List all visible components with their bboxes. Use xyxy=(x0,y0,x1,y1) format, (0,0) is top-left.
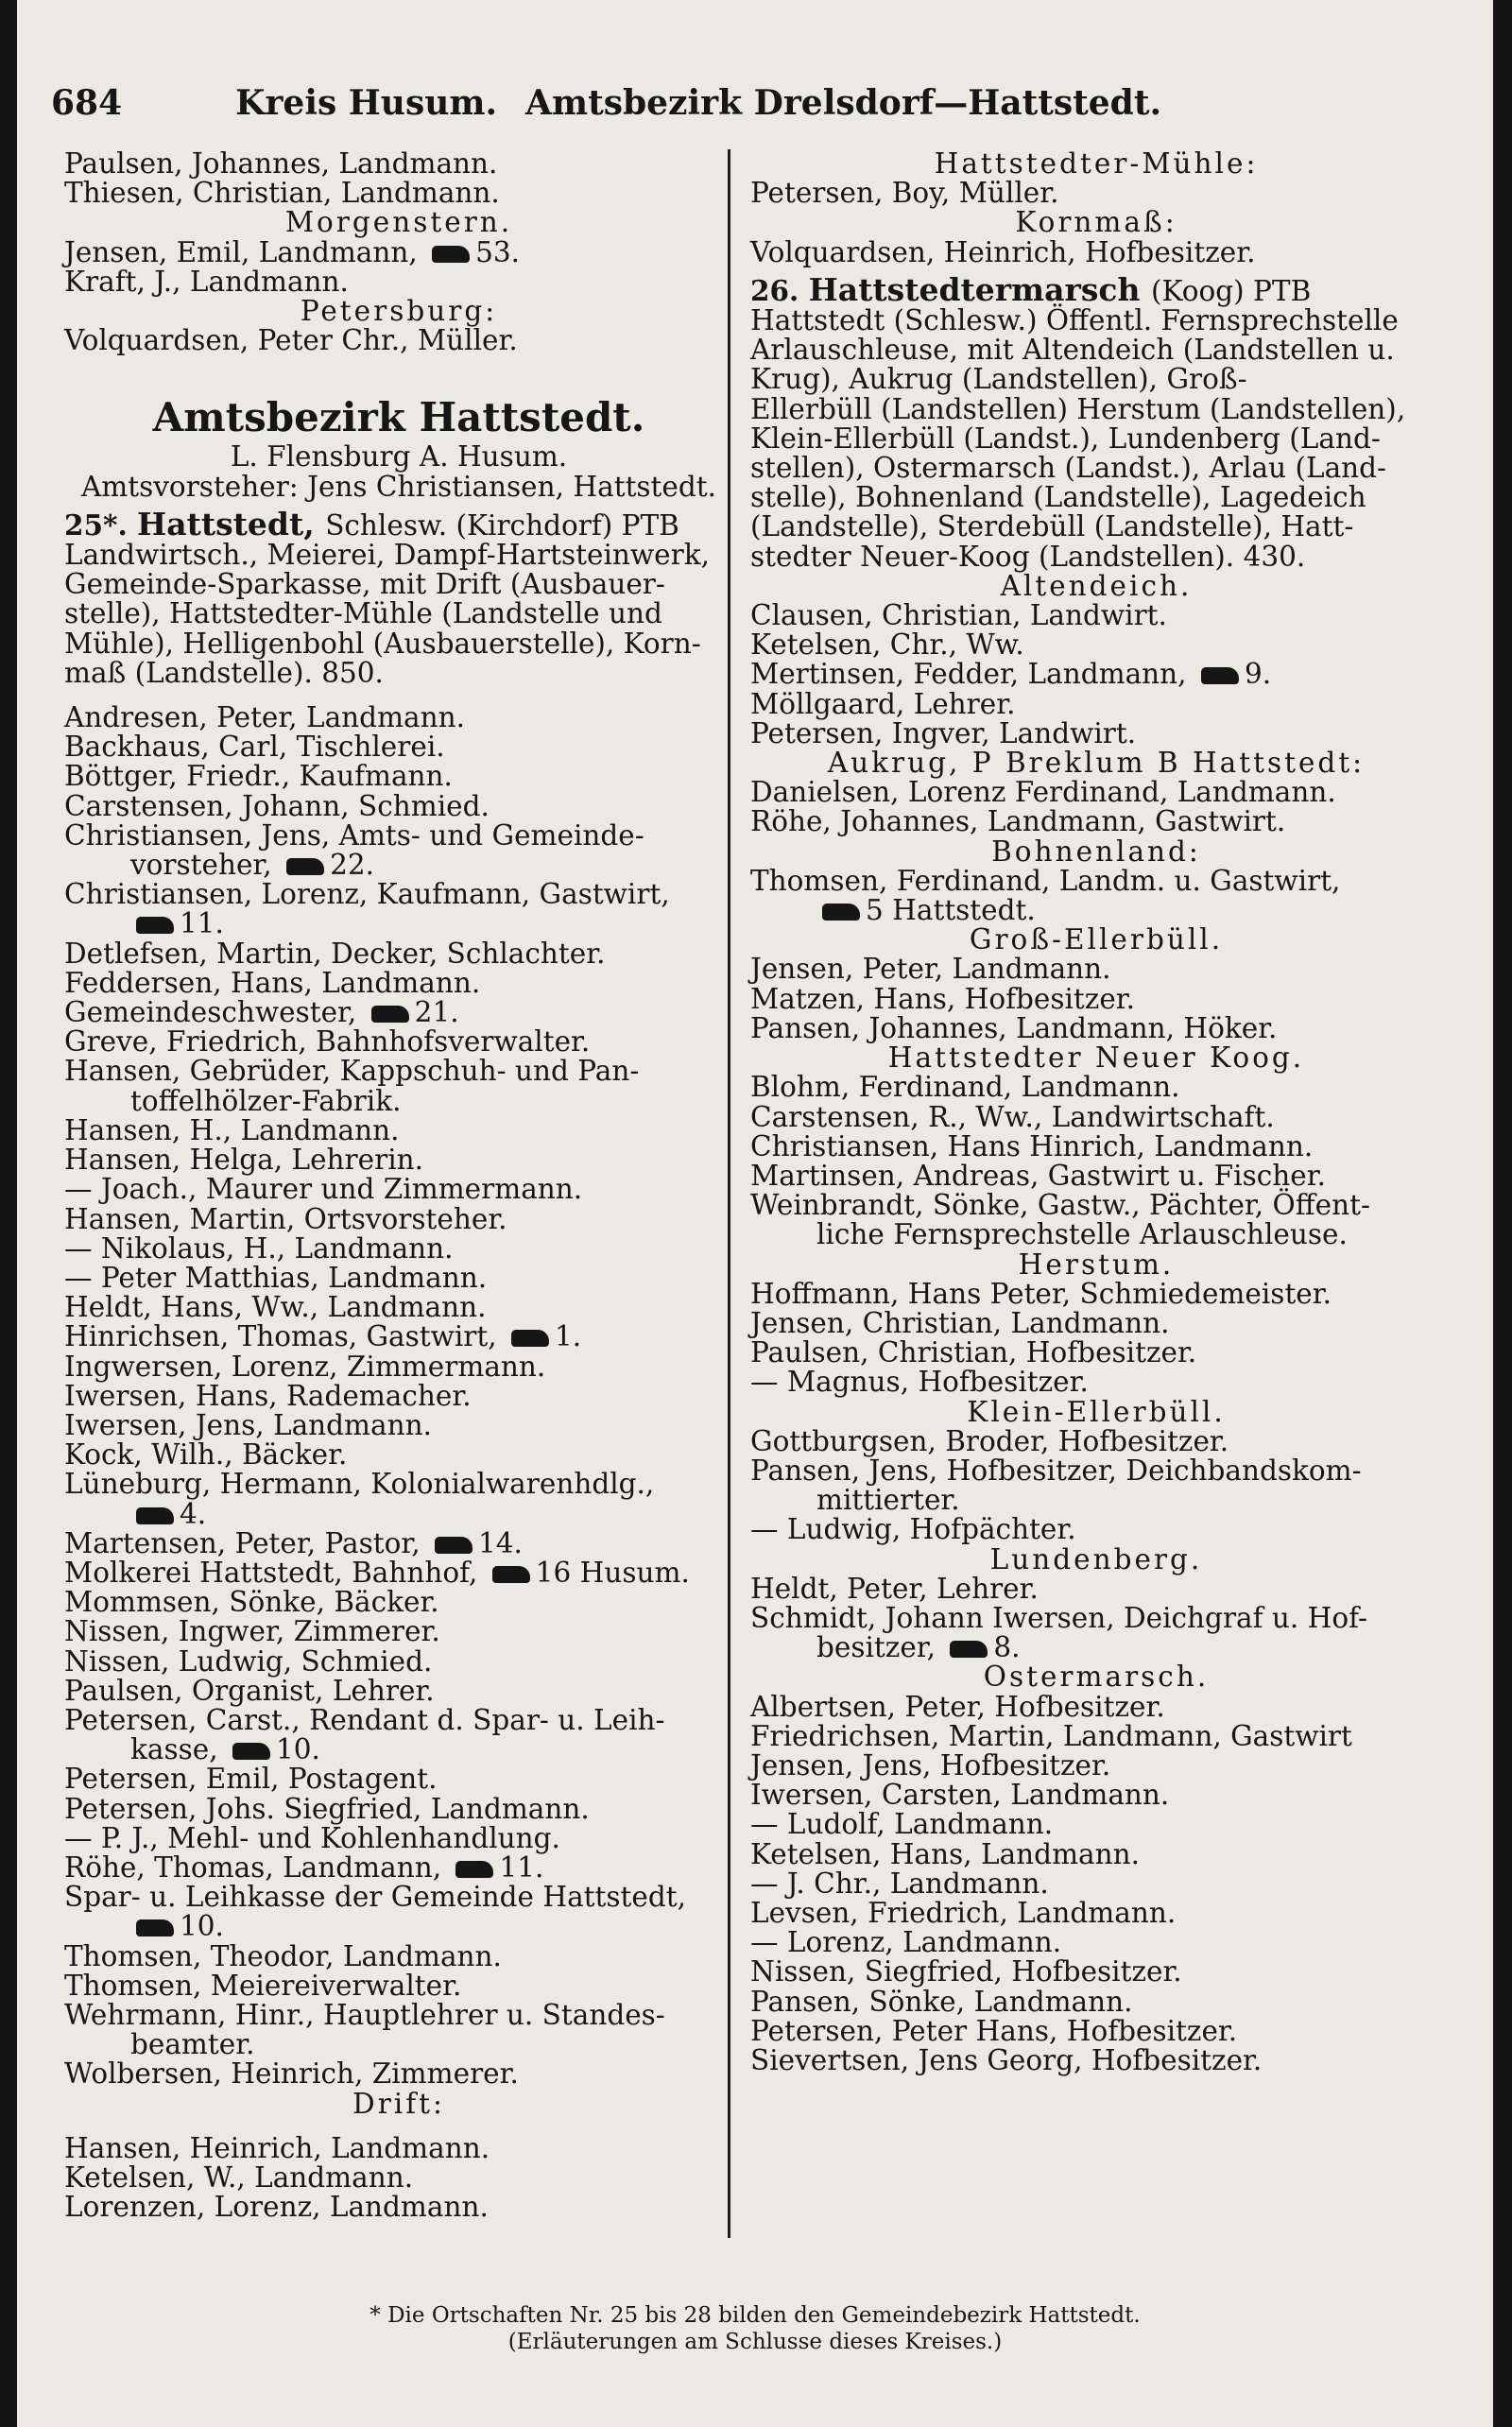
list-item: Petersen, Emil, Postagent. xyxy=(64,1763,438,1796)
amtsbezirk-title: Amtsbezirk Drelsdorf—Hattstedt. xyxy=(525,83,1162,123)
list-item: Backhaus, Carl, Tischlerei. xyxy=(64,731,445,764)
list-item: Hansen, Helga, Lehrerin. xyxy=(64,1144,424,1177)
list-item: Jensen, Peter, Landmann. xyxy=(750,953,1111,986)
list-item: stelle), Bohnenland (Landstelle), Lagedeich xyxy=(750,481,1366,514)
list-item: Ketelsen, Chr., Ww. xyxy=(750,628,1024,662)
telephone-icon xyxy=(950,1641,988,1658)
locality-heading: Altendeich. xyxy=(1000,569,1193,602)
list-item: Petersen, Ingver, Landwirt. xyxy=(750,716,1137,749)
list-item: Petersen, Peter Hans, Hofbesitzer. xyxy=(750,2014,1238,2047)
list-item: Arlauschleuse, mit Altendeich (Landstellen u. xyxy=(750,334,1395,367)
telephone-icon xyxy=(136,1507,174,1524)
continuation-line: mittierter. xyxy=(816,1484,960,1517)
list-item: maß (Landstelle). 850. xyxy=(64,656,384,689)
list-item: stellen), Ostermarsch (Landst.), Arlau (Land- xyxy=(750,452,1387,485)
locality-heading: Hattstedter-Mühle: xyxy=(934,147,1259,180)
list-item: Hansen, H., Landmann. xyxy=(64,1113,400,1146)
section-heading: Amtsbezirk Hattstedt. xyxy=(152,394,645,441)
list-item: Möllgaard, Lehrer. xyxy=(750,687,1016,720)
left-column xyxy=(64,149,733,2222)
telephone-icon xyxy=(371,1006,409,1023)
list-item: Petersen, Boy, Müller. xyxy=(750,177,1059,210)
list-item: Friedrichsen, Martin, Landmann, Gastwirt xyxy=(750,1719,1352,1752)
list-item: — Peter Matthias, Landmann. xyxy=(64,1261,488,1294)
list-item: Gemeinde-Sparkasse, mit Drift (Ausbauer- xyxy=(64,568,665,601)
list-item: Hattstedt (Schlesw.) Öffentl. Fernsprechstelle xyxy=(750,304,1399,337)
list-item: Nissen, Ingwer, Zimmerer. xyxy=(64,1615,440,1648)
list-item: Christiansen, Hans Hinrich, Landmann. xyxy=(750,1129,1314,1162)
telephone-icon xyxy=(136,1919,174,1936)
place-details: Schlesw. (Kirchdorf) PTB xyxy=(325,508,679,542)
locality-heading: Kornmaß: xyxy=(1015,206,1177,239)
telephone-icon xyxy=(492,1566,530,1583)
list-item: Paulsen, Christian, Hofbesitzer. xyxy=(750,1336,1197,1369)
list-item: Thomsen, Meiereiverwalter. xyxy=(64,1969,462,2002)
footnote-line-1: * Die Ortschaften Nr. 25 bis 28 bilden den Gemeindebezirk Hattstedt. xyxy=(369,2303,1141,2328)
list-item: Ellerbüll (Landstellen) Herstum (Landstellen), xyxy=(750,392,1406,425)
list-item: Wehrmann, Hinr., Hauptlehrer u. Standes- xyxy=(64,1998,665,2031)
telephone-icon xyxy=(511,1330,549,1347)
place-name: Hattstedt, xyxy=(137,505,326,542)
locality-heading: Morgenstern. xyxy=(284,206,513,239)
list-item: Klein-Ellerbüll (Landst.), Lundenberg (Land- xyxy=(750,422,1381,455)
continuation-line: vorsteher, 22. xyxy=(130,849,374,882)
list-item: Kraft, J., Landmann. xyxy=(64,265,349,298)
list-item: Lorenzen, Lorenz, Landmann. xyxy=(64,2191,489,2224)
place-details: (Koog) PTB xyxy=(1151,274,1312,307)
continuation-line: besitzer, 8. xyxy=(816,1631,1021,1664)
list-item: — Magnus, Hofbesitzer. xyxy=(750,1366,1089,1399)
list-item: Feddersen, Hans, Landmann. xyxy=(64,966,481,999)
list-item: Jensen, Jens, Hofbesitzer. xyxy=(750,1748,1111,1782)
list-item: Heldt, Hans, Ww., Landmann. xyxy=(64,1291,487,1324)
list-item: Matzen, Hans, Hofbesitzer. xyxy=(750,982,1136,1015)
list-item: Martensen, Peter, Pastor, 14. xyxy=(64,1526,523,1559)
list-item: Weinbrandt, Sönke, Gastw., Pächter, Öffent- xyxy=(750,1189,1370,1222)
list-item: Jensen, Emil, Landmann, 53. xyxy=(64,235,521,268)
list-item: Hansen, Gebrüder, Kappschuh- und Pan- xyxy=(64,1055,640,1088)
list-item: Iwersen, Hans, Rademacher. xyxy=(64,1379,472,1412)
list-item: stedter Neuer-Koog (Landstellen). 430. xyxy=(750,540,1306,573)
list-item: Paulsen, Johannes, Landmann. xyxy=(64,147,498,180)
list-item: Christiansen, Lorenz, Kaufmann, Gastwirt, xyxy=(64,878,670,911)
telephone-icon xyxy=(286,858,324,875)
list-item: Spar- u. Leihkasse der Gemeinde Hattstedt, xyxy=(64,1881,686,1914)
list-item: Nissen, Ludwig, Schmied. xyxy=(64,1644,433,1678)
list-item: Hoffmann, Hans Peter, Schmiedemeister. xyxy=(750,1277,1332,1310)
locality-heading: Lundenberg. xyxy=(989,1542,1203,1575)
telephone-icon xyxy=(232,1743,270,1760)
continuation-line: 10. xyxy=(64,1912,733,1941)
list-item: Volquardsen, Heinrich, Hofbesitzer. xyxy=(750,235,1256,268)
continuation-line: toffelhölzer-Fabrik. xyxy=(130,1084,402,1117)
list-item: Petersen, Johs. Siegfried, Landmann. xyxy=(64,1792,590,1825)
list-item: Petersen, Carst., Rendant d. Spar- u. Leih- xyxy=(64,1703,665,1736)
list-item: — Nikolaus, H., Landmann. xyxy=(64,1231,454,1265)
continuation-line: 4. xyxy=(64,1500,733,1529)
telephone-icon xyxy=(432,246,470,263)
list-item: Carstensen, R., Ww., Landwirtschaft. xyxy=(750,1100,1275,1133)
footnote-line-2: (Erläuterungen am Schlusse dieses Kreises.) xyxy=(507,2330,1003,2354)
list-item: Gemeindeschwester, 21. xyxy=(64,996,459,1029)
locality-heading: Aukrug, P Breklum B Hattstedt: xyxy=(827,747,1366,780)
list-item: Iwersen, Carsten, Landmann. xyxy=(750,1779,1170,1812)
list-item: Heldt, Peter, Lehrer. xyxy=(750,1572,1039,1605)
list-item: Landwirtsch., Meierei, Dampf-Hartsteinwerk, xyxy=(64,539,710,572)
list-item: Hinrichsen, Thomas, Gastwirt, 1. xyxy=(64,1320,582,1353)
locality-heading: Klein-Ellerbüll. xyxy=(967,1395,1226,1428)
place-number: 25*. xyxy=(64,508,138,542)
list-item: Blohm, Ferdinand, Landmann. xyxy=(750,1071,1180,1104)
list-item: (Landstelle), Sterdebüll (Landstelle), Hatt- xyxy=(750,510,1354,543)
place-entry xyxy=(64,505,733,542)
continuation-line: beamter. xyxy=(130,2028,255,2061)
list-item: Clausen, Christian, Landwirt. xyxy=(750,599,1167,632)
right-column xyxy=(750,149,1442,2075)
footnote xyxy=(17,2302,1493,2355)
list-item: Detlefsen, Martin, Decker, Schlachter. xyxy=(64,937,606,970)
column-divider xyxy=(728,149,730,2238)
list-item: Thomsen, Ferdinand, Landm. u. Gastwirt, xyxy=(750,864,1341,897)
list-item: Wolbersen, Heinrich, Zimmerer. xyxy=(64,2057,519,2091)
list-item: Böttger, Friedr., Kaufmann. xyxy=(64,760,453,793)
list-item: Lüneburg, Hermann, Kolonialwarenhdlg., xyxy=(64,1468,655,1501)
list-item: Levsen, Friedrich, Landmann. xyxy=(750,1896,1177,1929)
locality-heading: Groß-Ellerbüll. xyxy=(969,923,1224,956)
list-item: Hansen, Martin, Ortsvorsteher. xyxy=(64,1202,507,1235)
telephone-icon xyxy=(455,1861,493,1878)
telephone-icon xyxy=(822,904,860,921)
list-item: — J. Chr., Landmann. xyxy=(750,1867,1049,1900)
list-item: Danielsen, Lorenz Ferdinand, Landmann. xyxy=(750,776,1336,809)
place-name: Hattstedtermarsch xyxy=(808,270,1151,308)
list-item: Mühle), Helligenbohl (Ausbauerstelle), Korn- xyxy=(64,627,701,660)
list-item: — P. J., Mehl- und Kohlenhandlung. xyxy=(64,1821,560,1854)
list-item: Thiesen, Christian, Landmann. xyxy=(64,177,500,210)
telephone-icon xyxy=(435,1537,472,1554)
list-item: Kock, Wilh., Bäcker. xyxy=(64,1438,348,1472)
list-item: Mommsen, Sönke, Bäcker. xyxy=(64,1586,439,1619)
list-item: Pansen, Sönke, Landmann. xyxy=(750,1985,1133,2018)
list-item: — Lorenz, Landmann. xyxy=(750,1926,1062,1959)
locality-heading: Hattstedter Neuer Koog. xyxy=(887,1041,1305,1075)
continuation-line: 5 Hattstedt. xyxy=(750,896,1442,925)
list-item: Röhe, Thomas, Landmann, 11. xyxy=(64,1850,544,1884)
continuation-line: kasse, 10. xyxy=(130,1733,320,1766)
list-item: Sievertsen, Jens Georg, Hofbesitzer. xyxy=(750,2044,1263,2076)
list-item: Ketelsen, W., Landmann. xyxy=(64,2161,414,2194)
district-title: Kreis Husum. xyxy=(235,83,498,123)
directory-page xyxy=(17,0,1493,2427)
list-item: — Ludolf, Landmann. xyxy=(750,1808,1054,1841)
list-item: Andresen, Peter, Landmann. xyxy=(64,701,466,734)
list-item: Carstensen, Johann, Schmied. xyxy=(64,789,490,822)
list-item: Martinsen, Andreas, Gastwirt u. Fischer. xyxy=(750,1159,1326,1192)
page-header xyxy=(51,83,1162,129)
locality-heading: Herstum. xyxy=(1018,1248,1175,1281)
telephone-icon xyxy=(136,917,174,934)
list-item: Nissen, Siegfried, Hofbesitzer. xyxy=(750,1955,1182,1988)
continuation-line: 11. xyxy=(64,909,733,938)
list-item: Hansen, Heinrich, Landmann. xyxy=(64,2131,490,2164)
list-item: Ingwersen, Lorenz, Zimmermann. xyxy=(64,1350,546,1383)
list-item: Gottburgsen, Broder, Hofbesitzer. xyxy=(750,1424,1229,1457)
list-item: — Ludwig, Hofpächter. xyxy=(750,1513,1076,1546)
list-item: Thomsen, Theodor, Landmann. xyxy=(64,1939,502,1972)
list-item: Iwersen, Jens, Landmann. xyxy=(64,1408,432,1441)
list-item: Schmidt, Johann Iwersen, Deichgraf u. Hof- xyxy=(750,1601,1368,1634)
list-item: Röhe, Johannes, Landmann, Gastwirt. xyxy=(750,805,1286,838)
list-item: Greve, Friedrich, Bahnhofsverwalter. xyxy=(64,1025,591,1059)
page-number: 684 xyxy=(51,83,123,123)
locality-heading: Bohnenland: xyxy=(991,835,1201,868)
list-item: — Joach., Maurer und Zimmermann. xyxy=(64,1173,583,1206)
list-item: Ketelsen, Hans, Landmann. xyxy=(750,1837,1141,1870)
list-item: Jensen, Christian, Landmann. xyxy=(750,1306,1170,1339)
list-item: Amtsvorsteher: Jens Christiansen, Hattstedt. xyxy=(81,470,716,503)
locality-heading: Ostermarsch. xyxy=(983,1661,1210,1694)
continuation-line: liche Fernsprechstelle Arlauschleuse. xyxy=(816,1218,1348,1251)
locality-heading: Drift: xyxy=(352,2087,445,2120)
list-item: Mertinsen, Fedder, Landmann, 9. xyxy=(750,658,1272,691)
list-item: Pansen, Jens, Hofbesitzer, Deichbandskom- xyxy=(750,1454,1362,1487)
list-item: Paulsen, Organist, Lehrer. xyxy=(64,1674,435,1707)
list-item: Volquardsen, Peter Chr., Müller. xyxy=(64,324,518,357)
place-number: 26. xyxy=(750,273,809,307)
list-item: Christiansen, Jens, Amts- und Gemeinde- xyxy=(64,818,644,852)
list-item: Pansen, Johannes, Landmann, Höker. xyxy=(750,1011,1278,1044)
list-item: Albertsen, Peter, Hofbesitzer. xyxy=(750,1690,1165,1723)
list-item: stelle), Hattstedter-Mühle (Landstelle und xyxy=(64,597,662,630)
list-item: Molkerei Hattstedt, Bahnhof, 16 Husum. xyxy=(64,1556,690,1589)
list-item: L. Flensburg A. Husum. xyxy=(230,440,568,473)
telephone-icon xyxy=(1201,667,1239,684)
place-entry xyxy=(750,270,1442,308)
locality-heading: Petersburg: xyxy=(300,295,498,328)
list-item: Krug), Aukrug (Landstellen), Groß- xyxy=(750,363,1247,396)
